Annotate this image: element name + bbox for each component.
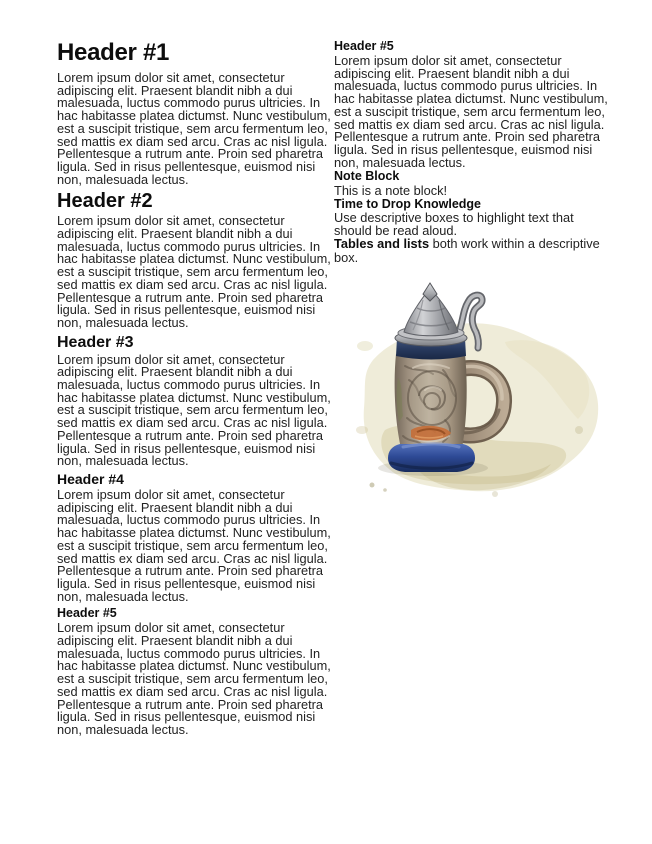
knowledge-label: Time to Drop Knowledge bbox=[334, 196, 481, 211]
heading-1: Header #1 bbox=[57, 39, 170, 66]
body-paragraph: Lorem ipsum dolor sit amet, consectetur adipiscing elit. Praesent blandit nibh a dui malesuada, luctus commodo purus ultricies. In hac habitasse platea dictumst. Nunc vestibulum, est a suscipit tristique, sem arcu fermentum leo, sed mattis ex diam sed arcu. Cras ac nisl ligula. Pellentesque a rutrum ante. Proin sed pharetra ligula. Sed in risus pellentesque, euismod nisi non, malesuada lectus. bbox=[57, 213, 331, 330]
body-paragraph: Lorem ipsum dolor sit amet, consectetur adipiscing elit. Praesent blandit nibh a dui malesuada, luctus commodo purus ultricies. In hac habitasse platea dictumst. Nunc vestibulum, est a suscipit tristique, sem arcu fermentum leo, sed mattis ex diam sed arcu. Cras ac nisl ligula. Pellentesque a rutrum ante. Proin sed pharetra ligula. Sed in risus pellentesque, euismod nisi non, malesuada lectus. bbox=[57, 351, 331, 469]
tables-lists-rest: both work within a descriptive box. bbox=[334, 236, 600, 265]
note-block-text: This is a note block! bbox=[334, 182, 448, 198]
note-block-label: Note Block bbox=[334, 169, 400, 184]
stein-base bbox=[388, 444, 475, 472]
heading-2: Header #2 bbox=[57, 190, 153, 213]
heading-3: Header #3 bbox=[57, 333, 134, 351]
heading-5: Header #5 bbox=[57, 606, 117, 621]
body-paragraph: Lorem ipsum dolor sit amet, consectetur adipiscing elit. Praesent blandit nibh a dui malesuada, luctus commodo purus ultricies. In hac habitasse platea dictumst. Nunc vestibulum, est a suscipit tristique, sem arcu fermentum leo, sed mattis ex diam sed arcu. Cras ac nisl ligula. Pellentesque a rutrum ante. Proin sed pharetra ligula. Sed in risus pellentesque, euismod nisi non, malesuada lectus. bbox=[57, 70, 331, 187]
stein-body bbox=[395, 354, 467, 448]
left-column bbox=[57, 40, 334, 844]
tables-lists-bold: Tables and lists bbox=[334, 236, 430, 252]
tables-lists-line bbox=[334, 237, 611, 263]
stein-lid bbox=[395, 283, 467, 346]
heading-5: Header #5 bbox=[334, 39, 394, 53]
body-paragraph: Lorem ipsum dolor sit amet, consectetur adipiscing elit. Praesent blandit nibh a dui malesuada, luctus commodo purus ultricies. In hac habitasse platea dictumst. Nunc vestibulum, est a suscipit tristique, sem arcu fermentum leo, sed mattis ex diam sed arcu. Cras ac nisl ligula. Pellentesque a rutrum ante. Proin sed pharetra ligula. Sed in risus pellentesque, euismod nisi non, malesuada lectus. bbox=[57, 486, 331, 604]
knowledge-text: Use descriptive boxes to highlight text that should be read aloud. bbox=[334, 209, 574, 239]
body-paragraph: Lorem ipsum dolor sit amet, consectetur adipiscing elit. Praesent blandit nibh a dui malesuada, luctus commodo purus ultricies. In hac habitasse platea dictumst. Nunc vestibulum, est a suscipit tristique, sem arcu fermentum leo, sed mattis ex diam sed arcu. Cras ac nisl ligula. Pellentesque a rutrum ante. Proin sed pharetra ligula. Sed in risus pellentesque, euismod nisi non, malesuada lectus. bbox=[57, 620, 331, 737]
heading-4: Header #4 bbox=[57, 470, 124, 487]
beer-stein-illustration bbox=[355, 280, 605, 502]
body-paragraph: Lorem ipsum dolor sit amet, consectetur adipiscing elit. Praesent blandit nibh a dui malesuada, luctus commodo purus ultricies. In hac habitasse platea dictumst. Nunc vestibulum, est a suscipit tristique, sem arcu fermentum leo, sed mattis ex diam sed arcu. Cras ac nisl ligula. Pellentesque a rutrum ante. Proin sed pharetra ligula. Sed in risus pellentesque, euismod nisi non, malesuada lectus. bbox=[334, 53, 608, 170]
right-column bbox=[334, 40, 611, 844]
